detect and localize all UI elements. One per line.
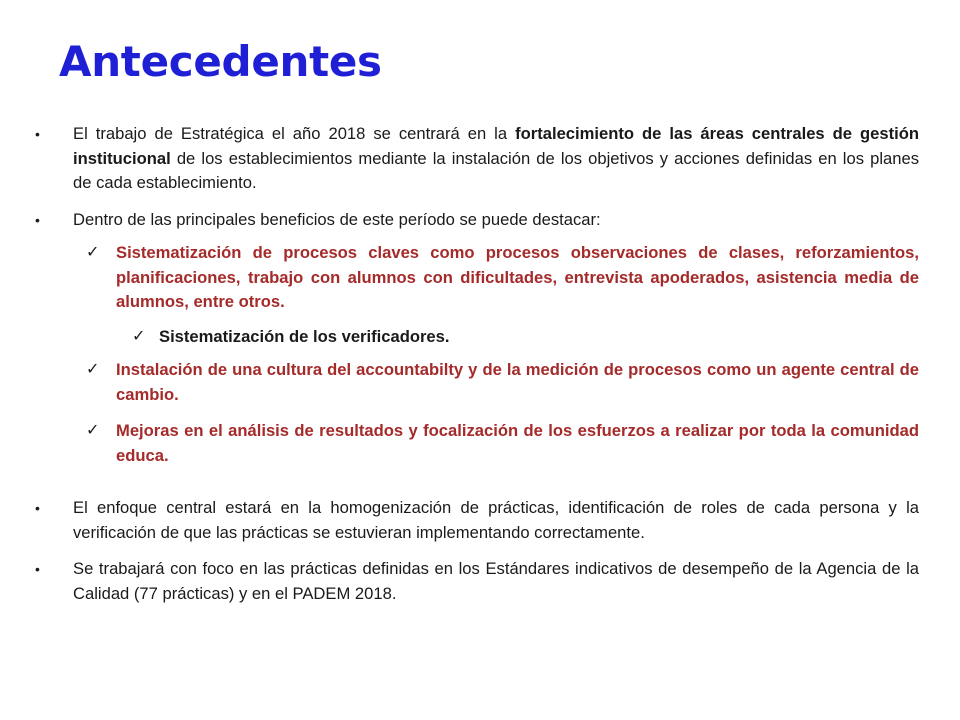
- bullet-paragraph: [35, 557, 919, 606]
- bullet-text: Dentro de las principales beneficios de este período se puede destacar:: [73, 210, 601, 229]
- bullet-text: Se trabajará con foco en las prácticas definidas en los Estándares indicativos de desempeño de la Agencia de la Calidad (77 prácticas) y en el PADEM 2018.: [73, 559, 919, 603]
- bullet-dot-icon: •: [35, 500, 40, 516]
- check-item-text: Sistematización de procesos claves como procesos observaciones de clases, reforzamientos, planificaciones, trabajo con alumnos con dificultades, entrevista apoderados, asistencia media de alumnos, entre otros.: [116, 243, 919, 311]
- bullet-paragraph: [35, 122, 919, 196]
- bullet-dot-icon: •: [35, 212, 40, 228]
- check-item: [86, 358, 919, 407]
- checkmark-icon: ✓: [86, 244, 100, 261]
- bullet-text-post: de los establecimientos mediante la instalación de los objetivos y acciones definidas en los planes de cada establecimiento.: [73, 148, 919, 192]
- checkmark-icon: ✓: [132, 328, 146, 345]
- bullet-text-pre: El trabajo de Estratégica el año 2018 se centrará en la: [73, 124, 516, 143]
- checkmark-icon: ✓: [86, 361, 100, 378]
- bullet-text-bold: fortalecimiento de las áreas centrales de gestión institucional: [73, 124, 919, 168]
- bullet-dot-icon: •: [35, 126, 40, 142]
- bullet-text: El enfoque central estará en la homogenización de prácticas, identificación de roles de cada persona y la verificación de que las prácticas se estuvieran implementando correctamente.: [73, 498, 919, 542]
- slide-title: Antecedentes: [59, 37, 382, 86]
- bullet-dot-icon: •: [35, 561, 40, 577]
- check-item-text: Instalación de una cultura del accountabilty y de la medición de procesos como un agente central de cambio.: [116, 360, 919, 404]
- bullet-paragraph: [35, 208, 919, 233]
- check-item-text: Mejoras en el análisis de resultados y focalización de los esfuerzos a realizar por toda la comunidad educa.: [116, 421, 919, 465]
- check-item: [132, 325, 859, 350]
- check-item-text: Sistematización de los verificadores.: [159, 327, 450, 346]
- check-item: [86, 241, 919, 315]
- checkmark-icon: ✓: [86, 422, 100, 439]
- check-item: [86, 419, 919, 468]
- bullet-paragraph: [35, 496, 919, 545]
